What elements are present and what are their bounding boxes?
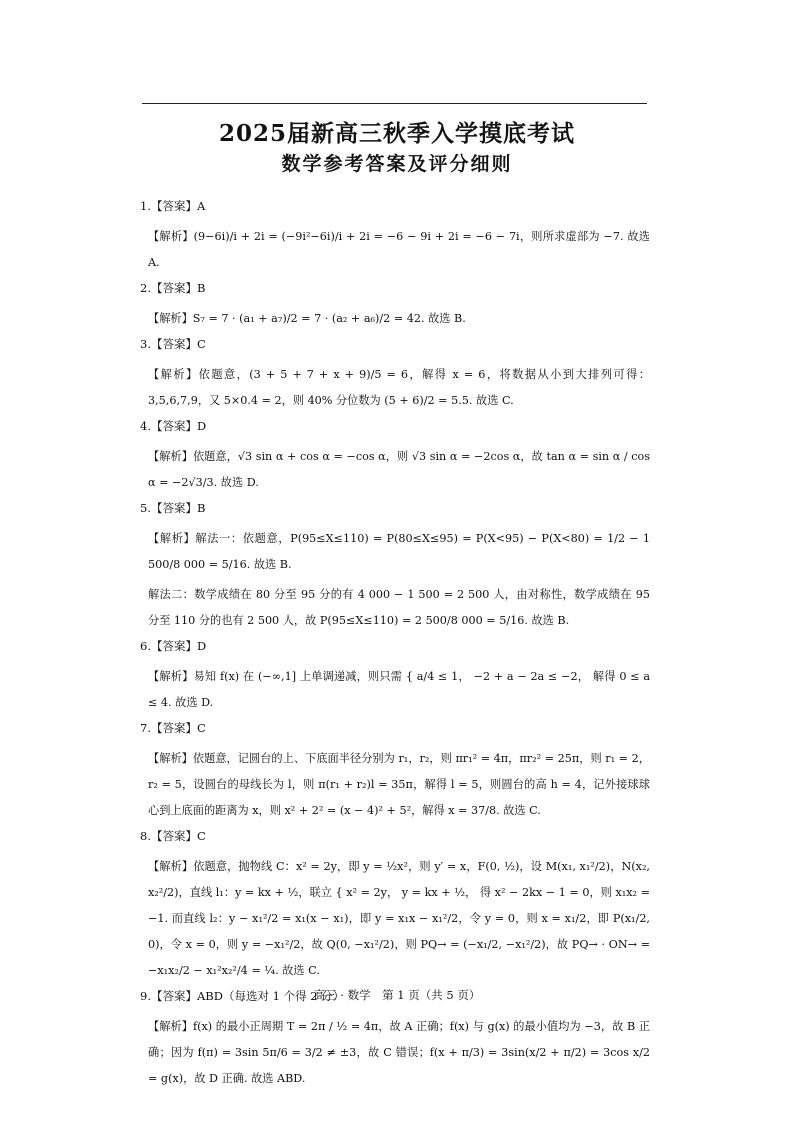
answer-line: 2.【答案】B: [140, 281, 206, 295]
top-rule: [142, 103, 647, 104]
answer-line: 7.【答案】C: [140, 721, 206, 735]
explanation-alt: 解法二：数学成绩在 80 分至 95 分的有 4 000 − 1 500 = 2 500 人，由对称性，数学成绩在 95 分至 110 分的也有 2 500 人，故 P(95≤X≤110) = 2 500/8 000 = 5/16. 故选 B.: [148, 588, 650, 627]
explanation: 【解析】依题意，√3 sin α + cos α = −cos α，则 √3 sin α = −2cos α，故 tan α = sin α / cos α = −2√3/3. 故选 D.: [148, 450, 650, 489]
question-3: [140, 336, 650, 414]
question-4: [140, 418, 650, 496]
question-9: [140, 988, 650, 1092]
answer-line: 9.【答案】ABD（每选对 1 个得 2 分）: [140, 989, 345, 1003]
answer-line: 6.【答案】D: [140, 639, 207, 653]
answer-line: 8.【答案】C: [140, 829, 206, 843]
question-5: [140, 500, 650, 634]
explanation: 【解析】f(x) 的最小正周期 T = 2π / ½ = 4π，故 A 正确；f(x) 与 g(x) 的最小值均为 −3，故 B 正确；因为 f(π) = 3sin 5π/6 = 3/2 ≠ ±3，故 C 错误；f(x + π/3) = 3sin(x/2 + π/2) = 3cos x/2 = g(x)，故 D 正确. 故选 ABD.: [148, 1020, 650, 1085]
answer-line: 3.【答案】C: [140, 337, 206, 351]
exam-title: 2025届新高三秋季入学摸底考试: [218, 120, 575, 147]
exam-subtitle: 数学参考答案及评分细则: [281, 153, 513, 175]
page-footer: 高三 · 数学 第 1 页（共 5 页）: [313, 988, 481, 1002]
question-1: [140, 198, 650, 276]
answer-line: 5.【答案】B: [140, 501, 206, 515]
explanation: 【解析】依题意，(3 + 5 + 7 + x + 9)/5 = 6，解得 x = 6，将数据从小到大排列可得：3,5,6,7,9，又 5×0.4 = 2，则 40% 分位数为 (5 + 6)/2 = 5.5. 故选 C.: [148, 368, 650, 407]
explanation: 【解析】S₇ = 7 · (a₁ + a₇)/2 = 7 · (a₂ + a₆)/2 = 42. 故选 B.: [148, 312, 466, 325]
explanation: 【解析】(9−6i)/i + 2i = (−9i²−6i)/i + 2i = −6 − 9i + 2i = −6 − 7i，则所求虚部为 −7. 故选 A.: [148, 230, 650, 269]
question-8: [140, 828, 650, 984]
explanation: 【解析】依题意，抛物线 C：x² = 2y，即 y = ½x²，则 y′ = x，F(0, ½)，设 M(x₁, x₁²/2)，N(x₂, x₂²/2)，直线 l₁：y = kx + ½，联立 { x² = 2y， y = kx + ½， 得 x² − 2kx − 1 = 0，则 x₁x₂ = −1. 而直线 l₂：y − x₁²/2 = x₁(x − x₁)，即 y = x₁x − x₁²/2，令 y = 0，则 x = x₁/2，即 P(x₁/2, 0)，令 x = 0，则 y = −x₁²/2，故 Q(0, −x₁²/2)，则 PQ→ = (−x₁/2, −x₁²/2)，故 PQ→ · ON→ = −x₁x₂/2 − x₁²x₂²/4 = ¼. 故选 C.: [148, 860, 650, 977]
question-2: [140, 280, 650, 332]
answer-line: 1.【答案】A: [140, 199, 206, 213]
explanation: 【解析】解法一：依题意，P(95≤X≤110) = P(80≤X≤95) = P(X<95) − P(X<80) = 1/2 − 1 500/8 000 = 5/16. 故选 B.: [148, 532, 650, 571]
explanation: 【解析】依题意，记圆台的上、下底面半径分别为 r₁，r₂，则 πr₁² = 4π，πr₂² = 25π，则 r₁ = 2，r₂ = 5，设圆台的母线长为 l，则 π(r₁ + r₂)l = 35π，解得 l = 5，则圆台的高 h = 4，记外接球球心到上底面的距离为 x，则 x² + 2² = (x − 4)² + 5²，解得 x = 37/8. 故选 C.: [148, 752, 650, 817]
answer-line: 4.【答案】D: [140, 419, 207, 433]
answers-body: [140, 198, 650, 1096]
question-6: [140, 638, 650, 716]
explanation: 【解析】易知 f(x) 在 (−∞,1] 上单调递减，则只需 { a/4 ≤ 1， −2 + a − 2a ≤ −2， 解得 0 ≤ a ≤ 4. 故选 D.: [148, 670, 650, 709]
question-7: [140, 720, 650, 824]
